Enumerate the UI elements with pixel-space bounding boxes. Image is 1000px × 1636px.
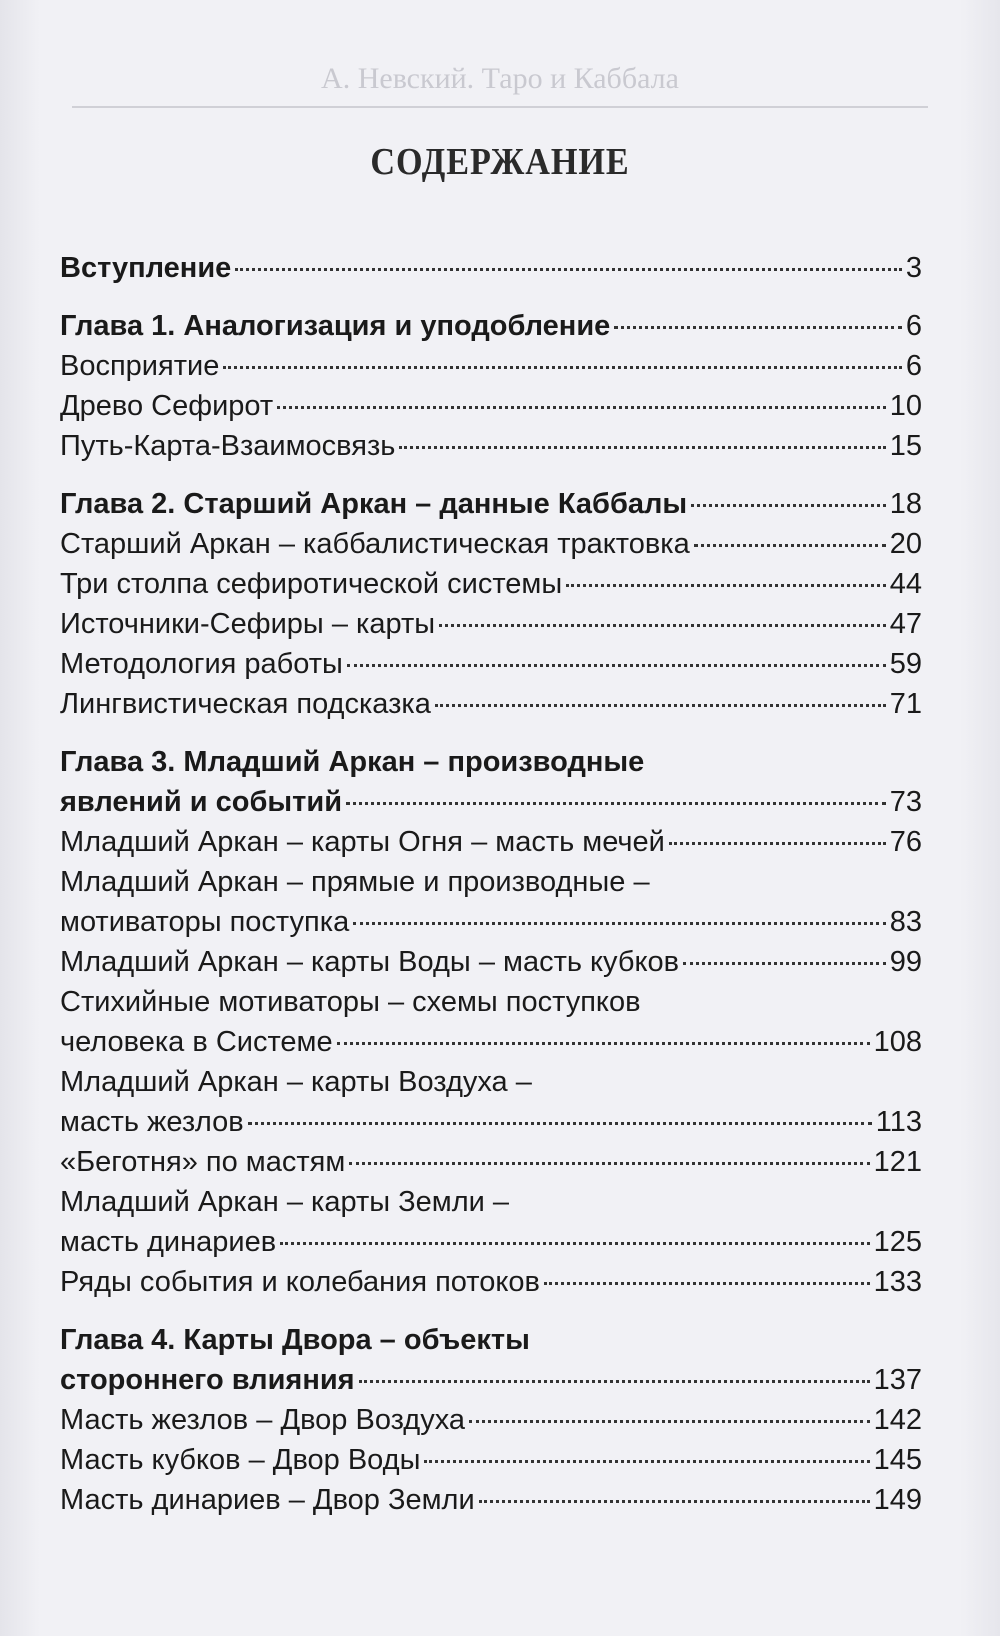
toc-entry-title: Древо Сефирот xyxy=(60,390,274,422)
toc-section-entry xyxy=(60,644,922,684)
dot-leader xyxy=(337,1042,870,1045)
toc-line xyxy=(60,1360,922,1400)
toc-entry-title: Глава 3. Младший Аркан – производные xyxy=(60,746,645,778)
toc-line xyxy=(60,1182,922,1222)
toc-entry-title: Путь-Карта-Взаимосвязь xyxy=(60,430,396,462)
toc-entry-title: Масть жезлов – Двор Воздуха xyxy=(60,1404,466,1436)
toc-chapter-entry xyxy=(60,742,922,822)
toc-entry-title: стороннего влияния xyxy=(60,1364,355,1396)
toc-page-number: 142 xyxy=(873,1404,922,1436)
toc-section-entry xyxy=(60,604,922,644)
toc-page-number: 121 xyxy=(873,1146,922,1178)
toc-line xyxy=(60,1062,922,1102)
toc-entry-title: Младший Аркан – карты Земли – xyxy=(60,1186,510,1218)
toc-entry-title: Лингвистическая подсказка xyxy=(60,688,431,720)
dot-leader xyxy=(353,922,886,925)
running-header: А. Невский. Таро и Каббала xyxy=(321,62,679,95)
toc-line xyxy=(60,1262,922,1302)
table-of-contents xyxy=(60,248,922,1520)
toc-line xyxy=(60,942,922,982)
dot-leader xyxy=(235,268,902,271)
toc-entry-title: Младший Аркан – карты Воздуха – xyxy=(60,1066,532,1098)
dot-leader xyxy=(691,504,886,507)
toc-section-entry xyxy=(60,684,922,724)
toc-page-number: 73 xyxy=(889,786,922,818)
toc-section-entry xyxy=(60,1182,922,1262)
toc-chapter-entry xyxy=(60,484,922,524)
dot-leader xyxy=(349,1162,869,1165)
toc-line xyxy=(60,1142,922,1182)
dot-leader xyxy=(683,962,886,965)
toc-line xyxy=(60,1480,922,1520)
toc-page-number: 108 xyxy=(873,1026,922,1058)
toc-page-number: 83 xyxy=(889,906,922,938)
dot-leader xyxy=(346,802,886,805)
toc-section-entry xyxy=(60,1440,922,1480)
toc-page-number: 47 xyxy=(889,608,922,640)
toc-section-entry xyxy=(60,1062,922,1142)
toc-page-number: 71 xyxy=(889,688,922,720)
toc-line xyxy=(60,822,922,862)
dot-leader xyxy=(614,326,902,329)
toc-section-entry xyxy=(60,346,922,386)
toc-entry-title: Восприятие xyxy=(60,350,220,382)
toc-entry-title: явлений и событий xyxy=(60,786,343,818)
toc-page-number: 10 xyxy=(889,390,922,422)
toc-section-entry xyxy=(60,1480,922,1520)
toc-entry-title: Источники-Сефиры – карты xyxy=(60,608,436,640)
toc-line xyxy=(60,564,922,604)
toc-entry-title: Методология работы xyxy=(60,648,343,680)
dot-leader xyxy=(479,1500,870,1503)
dot-leader xyxy=(280,1242,869,1245)
toc-section-entry xyxy=(60,942,922,982)
toc-page-number: 20 xyxy=(889,528,922,560)
dot-leader xyxy=(669,842,886,845)
toc-line xyxy=(60,1022,922,1062)
toc-page-number: 137 xyxy=(873,1364,922,1396)
toc-page-number: 6 xyxy=(905,350,922,382)
toc-line xyxy=(60,982,922,1022)
toc-entry-title: Стихийные мотиваторы – схемы поступков xyxy=(60,986,641,1018)
toc-line xyxy=(60,1400,922,1440)
toc-page-number: 113 xyxy=(875,1106,922,1138)
toc-page-number: 6 xyxy=(905,310,922,342)
dot-leader xyxy=(544,1282,870,1285)
toc-chapter-entry xyxy=(60,248,922,288)
toc-page-number: 99 xyxy=(889,946,922,978)
toc-section-entry xyxy=(60,822,922,862)
toc-entry-title: Вступление xyxy=(60,252,232,284)
toc-line xyxy=(60,306,922,346)
toc-line xyxy=(60,862,922,902)
toc-page-number: 59 xyxy=(889,648,922,680)
toc-chapter-entry xyxy=(60,1320,922,1400)
toc-section-entry xyxy=(60,426,922,466)
toc-line xyxy=(60,1320,922,1360)
toc-section-entry xyxy=(60,1142,922,1182)
toc-entry-title: Младший Аркан – карты Огня – масть мечей xyxy=(60,826,665,858)
toc-line xyxy=(60,248,922,288)
toc-line xyxy=(60,1440,922,1480)
page-title: СОДЕРЖАНИЕ xyxy=(370,141,630,183)
header-rule xyxy=(72,106,928,108)
dot-leader xyxy=(439,624,886,627)
dot-leader xyxy=(694,544,886,547)
toc-line xyxy=(60,742,922,782)
dot-leader xyxy=(435,704,886,707)
toc-entry-title: человека в Системе xyxy=(60,1026,333,1058)
dot-leader xyxy=(424,1460,869,1463)
toc-line xyxy=(60,644,922,684)
dot-leader xyxy=(347,664,886,667)
toc-line xyxy=(60,1102,922,1142)
toc-section-entry xyxy=(60,564,922,604)
toc-section-entry xyxy=(60,524,922,564)
toc-entry-title: «Беготня» по мастям xyxy=(60,1146,346,1178)
toc-page-number: 18 xyxy=(889,488,922,520)
toc-page-number: 44 xyxy=(889,568,922,600)
toc-line xyxy=(60,782,922,822)
toc-entry-title: Три столпа сефиротической системы xyxy=(60,568,563,600)
toc-entry-title: Младший Аркан – карты Воды – масть кубков xyxy=(60,946,680,978)
toc-page-number: 3 xyxy=(905,252,922,284)
toc-entry-title: Масть кубков – Двор Воды xyxy=(60,1444,421,1476)
toc-line xyxy=(60,346,922,386)
toc-line xyxy=(60,684,922,724)
toc-page-number: 149 xyxy=(873,1484,922,1516)
toc-line xyxy=(60,426,922,466)
toc-line xyxy=(60,524,922,564)
toc-entry-title: Масть динариев – Двор Земли xyxy=(60,1484,475,1516)
toc-section-entry xyxy=(60,386,922,426)
toc-section-entry xyxy=(60,862,922,942)
dot-leader xyxy=(277,406,886,409)
toc-entry-title: мотиваторы поступка xyxy=(60,906,350,938)
dot-leader xyxy=(359,1380,870,1383)
toc-line xyxy=(60,484,922,524)
toc-page-number: 15 xyxy=(889,430,922,462)
toc-entry-title: Старший Аркан – каббалистическая трактовка xyxy=(60,528,690,560)
toc-page-number: 76 xyxy=(889,826,922,858)
toc-line xyxy=(60,604,922,644)
dot-leader xyxy=(566,584,886,587)
toc-entry-title: Ряды события и колебания потоков xyxy=(60,1266,540,1298)
toc-entry-title: масть жезлов xyxy=(60,1106,244,1138)
toc-entry-title: Глава 4. Карты Двора – объекты xyxy=(60,1324,530,1356)
toc-section-entry xyxy=(60,1400,922,1440)
toc-line xyxy=(60,386,922,426)
dot-leader xyxy=(223,366,902,369)
toc-entry-title: Глава 2. Старший Аркан – данные Каббалы xyxy=(60,488,688,520)
toc-page-number: 145 xyxy=(873,1444,922,1476)
toc-page-number: 133 xyxy=(873,1266,922,1298)
dot-leader xyxy=(399,446,885,449)
toc-entry-title: Глава 1. Аналогизация и уподобление xyxy=(60,310,611,342)
toc-line xyxy=(60,1222,922,1262)
toc-page-number: 125 xyxy=(873,1226,922,1258)
dot-leader xyxy=(248,1122,872,1125)
toc-chapter-entry xyxy=(60,306,922,346)
toc-entry-title: Младший Аркан – прямые и производные – xyxy=(60,866,650,898)
toc-entry-title: масть динариев xyxy=(60,1226,277,1258)
toc-section-entry xyxy=(60,1262,922,1302)
dot-leader xyxy=(469,1420,870,1423)
toc-section-entry xyxy=(60,982,922,1062)
toc-line xyxy=(60,902,922,942)
